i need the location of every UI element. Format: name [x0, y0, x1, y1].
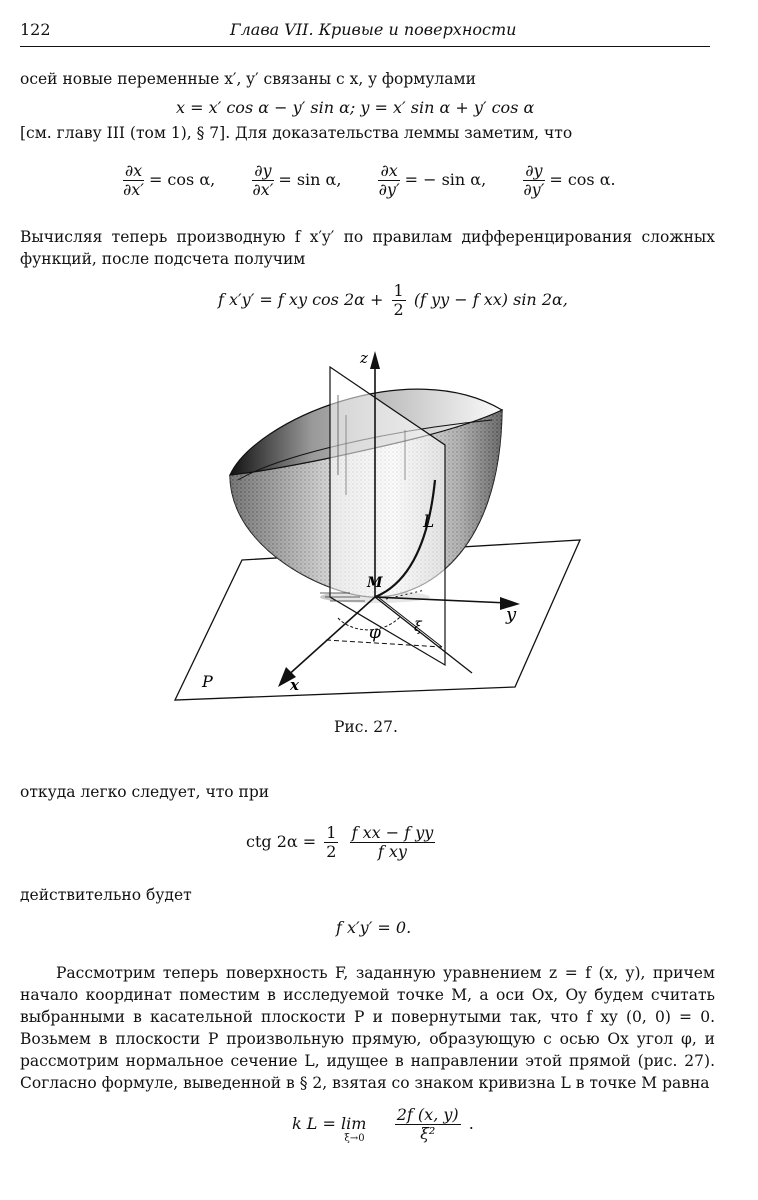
figure-caption: Рис. 27.	[334, 718, 398, 736]
page-header	[20, 18, 710, 47]
label-P: P	[202, 672, 213, 691]
figure-27	[160, 335, 600, 710]
equation-3: f x′y′ = f xy cos 2α + $\frac{1}{2}$ (f yy − f xx) sin 2α,	[218, 281, 568, 319]
fraction: $\frac{\partial x}{\partial y'}$	[378, 161, 400, 199]
fraction: $\frac{\partial y}{\partial x'}$	[252, 161, 274, 199]
z-axis-arrow	[370, 351, 380, 369]
label-y: y	[506, 604, 517, 625]
text-line-4: действительно будет	[20, 886, 192, 904]
label-xi: ξ	[414, 619, 422, 635]
running-title: Глава VII. Кривые и поверхности	[230, 20, 517, 39]
text-line-1: осей новые переменные x′, y′ связаны с x, y формулами	[20, 70, 476, 88]
label-L: L	[423, 512, 435, 532]
fraction: $\frac{\partial y}{\partial y'}$	[523, 161, 545, 199]
fraction: $\frac{1}{2}$	[393, 281, 404, 319]
fraction: $\frac{1}{2}$	[326, 823, 337, 861]
label-x: x	[290, 676, 299, 694]
label-phi: φ	[369, 623, 381, 643]
equation-6: k $L = \lim_{\xi\to 0}$ $\frac{2f (x, y)}{\text{ξ²}}$ .	[292, 1105, 474, 1144]
fraction: $\frac{2f (x, y)}{\text{ξ²}}$	[396, 1105, 459, 1143]
fraction: $\frac{\partial x}{\partial x'}$	[123, 161, 144, 199]
page-number: 122	[20, 20, 51, 39]
equation-1: x = x′ cos α − y′ sin α; y = x′ sin α + y′ cos α	[176, 98, 535, 117]
text-line-3: откуда легко следует, что при	[20, 783, 270, 801]
paragraph-3: Рассмотрим теперь поверхность F, заданную уравнением z = f (x, y), причем начало координат поместим в исследуемой точке M, а оси Ox, Oy будем считать выбранными в касательной плоскости P и повернутыми так, что f xy (0, 0) = 0. Возьмем в плоскости P произвольную прямую, образующую с осью Ox угол φ, и рассмотрим нормальное сечение L, идущее в направлении этой прямой (рис. 27). Согласно формуле, выведенной в § 2, взятая со знаком кривизна L в точке M равна	[20, 964, 715, 1092]
equation-2: $\frac{\partial x}{\partial x'}$ = cos α, $\frac{\partial y}{\partial x'}$ = sin α, $\frac{\partial x}{\partial y'}$ = − sin α, $\frac{\partial y}{\partial y'}$ = cos α.	[123, 161, 616, 199]
label-z: z	[360, 349, 368, 367]
fraction: $\frac{\text{f xx − f yy}}{\text{f xy}}$	[351, 823, 434, 861]
label-M: M	[367, 575, 383, 591]
equation-5: f x′y′ = 0.	[336, 918, 412, 937]
paragraph-2: Вычисляя теперь производную f x′y′ по правилам дифференцирования сложных функций, после подсчета получим	[20, 228, 715, 268]
equation-4: ctg 2α = $\frac{1}{2}$ $\frac{\text{f xx − f yy}}{\text{f xy}}$	[246, 823, 434, 861]
text-line-2: [см. главу III (том 1), § 7]. Для доказательства леммы заметим, что	[20, 124, 573, 142]
